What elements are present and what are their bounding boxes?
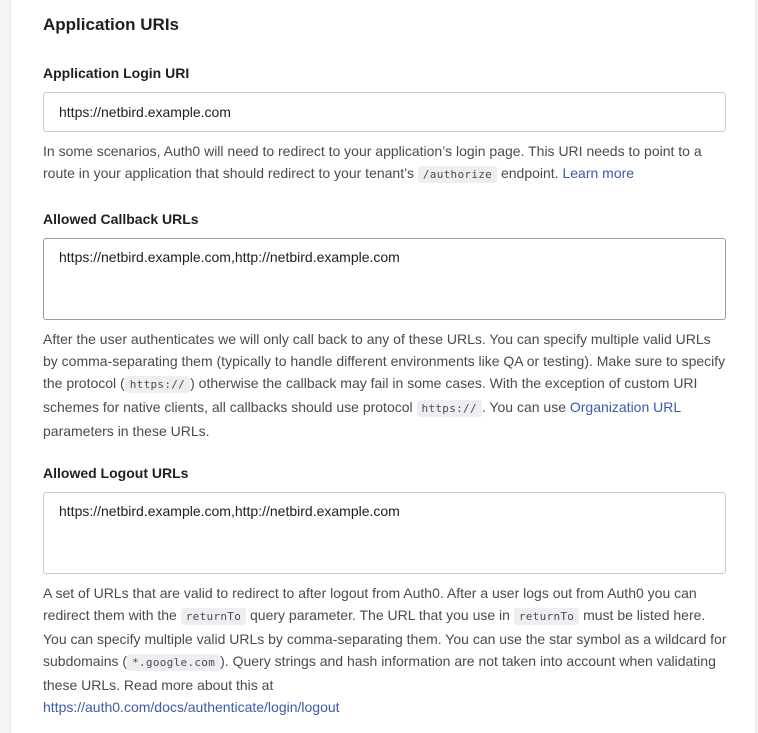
callback-help-text-2: ) otherwise the callback may fail in some cases. With the exception of custom URI schemes for native clients, all callbacks should use protocol <box>43 375 698 415</box>
authorize-code: /authorize <box>418 166 497 183</box>
logout-urls-textarea[interactable]: https://netbird.example.com,http://netbird.example.com <box>43 492 726 574</box>
section-title: Application URIs <box>43 15 180 34</box>
logout-urls-help <box>43 582 727 718</box>
login-uri-help-text-2: endpoint. <box>497 165 563 181</box>
wildcard-code: *.google.com <box>127 654 220 671</box>
https-code-1: https:// <box>125 376 190 393</box>
learn-more-link[interactable]: Learn more <box>562 165 635 181</box>
returnto-code-1: returnTo <box>181 608 246 625</box>
organization-url-link[interactable]: Organization URL <box>569 399 681 415</box>
logout-docs-link[interactable]: https://auth0.com/docs/authenticate/login/logout <box>43 699 340 715</box>
login-uri-help-text: In some scenarios, Auth0 will need to redirect to your application’s login page. This URI needs to point to a route in your application that should redirect to your tenant’s <box>43 143 702 181</box>
logout-urls-label: Allowed Logout URLs <box>43 465 189 481</box>
https-code-2: https:// <box>417 400 482 417</box>
application-uris-panel <box>10 0 756 733</box>
login-uri-input[interactable]: https://netbird.example.com <box>43 92 726 132</box>
panel-content <box>43 0 728 733</box>
callback-urls-help <box>43 328 727 442</box>
callback-urls-textarea[interactable]: https://netbird.example.com,http://netbird.example.com <box>43 238 726 320</box>
callback-help-text-3: . You can use <box>481 399 570 415</box>
callback-help-text-4: parameters in these URLs. <box>43 423 210 439</box>
callback-help-text-1: After the user authenticates we will only call back to any of these URLs. You can specify multiple valid URLs by comma-separating them (typically to handle different environments like QA or testing). Make sure to specify the protocol ( <box>43 331 726 391</box>
logout-help-text-2: query parameter. The URL that you use in <box>246 607 514 623</box>
login-uri-help <box>43 140 727 186</box>
logout-help-text-3: must be listed here. You can specify multiple valid URLs by comma-separating them. You can use the star symbol as a wildcard for subdomains ( <box>43 607 727 669</box>
logout-help-text-4: ). Query strings and hash information are not taken into account when validating these URLs. Read more about this at <box>43 653 716 693</box>
logout-help-text-1: A set of URLs that are valid to redirect to after logout from Auth0. After a user logs out from Auth0 you can redirect them with the <box>43 585 697 623</box>
login-uri-label: Application Login URI <box>43 65 190 81</box>
callback-urls-label: Allowed Callback URLs <box>43 211 199 227</box>
returnto-code-2: returnTo <box>514 608 579 625</box>
